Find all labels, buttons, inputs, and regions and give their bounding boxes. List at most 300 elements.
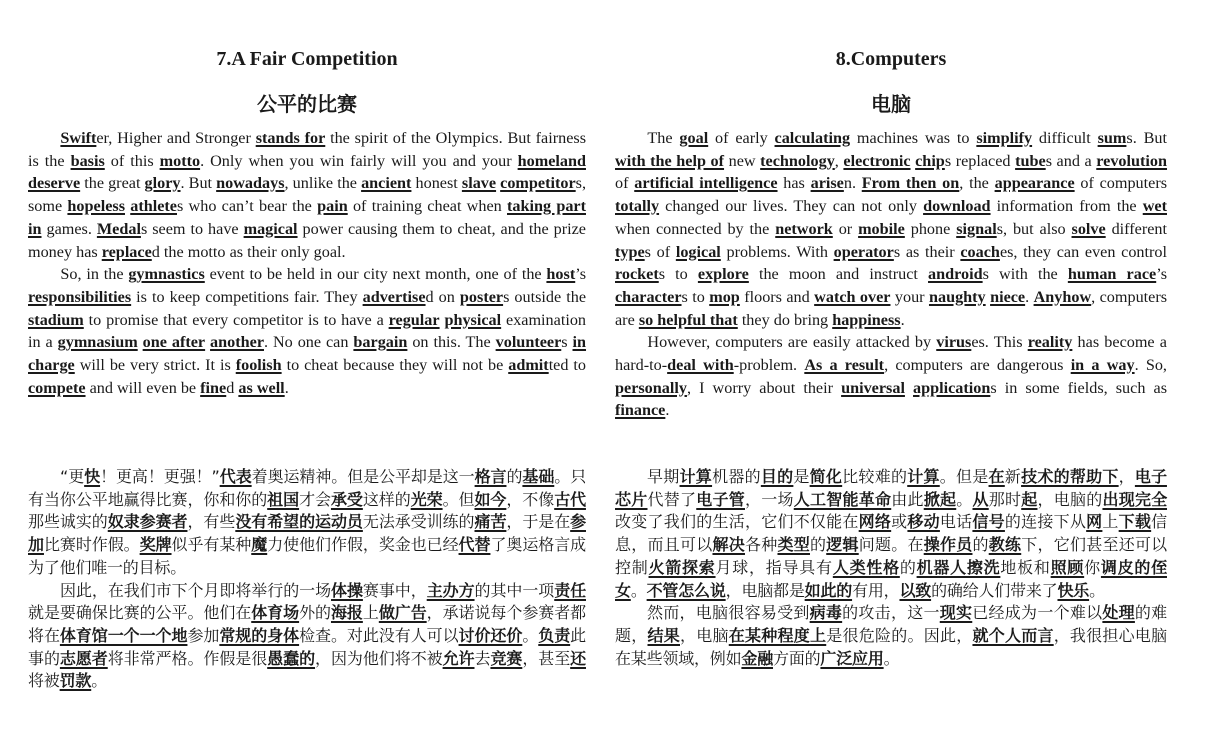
keyword: 机器人擦洗 [916,557,1001,577]
text-run: changed our lives. They can not only [659,197,924,216]
text-run: has [777,174,811,193]
keyword: 志愿者 [59,648,108,668]
text-run: ，承诺说每个参赛者都将在 [28,603,586,645]
text-run: 问题。在 [858,535,924,555]
keyword: poster [459,287,504,306]
keyword: 承受 [330,489,363,509]
keyword: 掀起 [923,489,957,509]
text-run: es, they can even control [999,242,1167,261]
text-run: s to [658,265,698,284]
keyword: ancient [361,174,412,193]
left-english-text [28,127,586,399]
keyword: 信号 [972,512,1005,532]
text-run: s. But [1126,129,1167,147]
keyword: 人工智能革命 [793,489,892,509]
text-run: , the [959,174,995,193]
text-run: 上 [1102,512,1119,532]
english-paragraph [615,331,1167,422]
keyword: volunteer [495,333,562,352]
text-run: 。 [956,489,973,509]
text-run: ，电脑 [680,625,729,645]
text-run: 信息，而且可以 [615,512,1167,555]
text-run: ，一场 [745,489,794,509]
keyword: replace [101,242,152,261]
text-run: . No one can [264,333,354,352]
text-run: examination in a [28,310,587,352]
keyword: signal [956,219,997,238]
text-run: to cheat because they will not be [281,356,509,375]
text-run: is to keep competitions fair. They [131,287,363,306]
keyword: 主办方 [426,580,475,600]
keyword: From then on [861,174,960,193]
text-run: 的攻击，这一 [842,603,940,623]
text-run: ，有些 [187,512,236,532]
keyword: 海报 [330,603,363,623]
text-run: 各种 [744,535,778,555]
keyword: 基础 [522,467,555,486]
text-run: information from the [990,197,1143,216]
keyword: 体操 [331,580,363,600]
text-run: s seem to have [140,219,244,238]
keyword: 责任 [554,580,586,600]
keyword: 体育馆一个一个地 [59,625,188,645]
text-run: 那些诚实的 [28,512,108,532]
text-run: 似乎有某种 [171,535,252,555]
keyword: 病毒 [809,603,843,623]
text-run: of computers [1074,174,1168,193]
text-run: s and a [1045,151,1097,170]
keyword: 讨价还价 [458,625,523,645]
keyword: appearance [994,174,1075,193]
text-run: 然而，电脑很容易受到 [647,603,810,623]
text-run: 或 [891,512,908,532]
keyword: 调皮的侄女 [615,557,1167,600]
text-run: 因此，在我们市下个月即将举行的一场 [60,580,332,600]
keyword: motto [159,151,201,170]
keyword: goal [679,129,709,147]
text-run: . But [180,174,217,193]
keyword: As a result [804,356,885,375]
text-run: n. [843,174,862,193]
keyword: mop [709,287,740,306]
text-run: 月球，指导具有 [715,557,833,577]
english-paragraph [615,127,1167,331]
keyword: foolish [235,356,282,375]
keyword: slave [461,174,497,193]
text-run: s with the [982,265,1068,284]
keyword: 金融 [741,648,774,668]
keyword: one after [142,333,206,352]
keyword: mobile [858,219,905,238]
keyword: technology [760,151,835,170]
text-run: er, Higher and Stronger [96,129,256,147]
right-english-text [615,127,1167,422]
text-run: 的 [899,557,917,577]
keyword: 操作员 [923,535,973,555]
text-run: d [226,378,239,397]
keyword: advertise [362,287,426,306]
keyword: 格言 [474,467,507,486]
text-run: s in some fields, such as [990,378,1167,397]
text-run: 是很危险的。因此， [826,625,973,645]
keyword: pain [317,197,348,216]
text-run: 将非常严格。作假是很 [107,648,268,668]
keyword: physical [444,310,502,329]
text-run: s [561,333,573,352]
text-run: However, computers are easily attacked by [647,333,937,352]
text-run: s, some [28,174,587,216]
keyword: so helpful that [638,310,738,329]
english-paragraph [28,263,586,399]
text-run: will be very strict. It is [74,356,236,375]
text-run: 。但 [442,489,475,509]
keyword: virus [936,333,972,352]
text-run: . [284,378,289,397]
text-run: s of [644,242,676,261]
text-run: 。但是 [939,467,989,486]
keyword: competitor [500,174,576,193]
keyword: operator [833,242,894,261]
text-run: of [615,174,635,193]
keyword: 代表 [219,467,252,486]
text-run: your [890,287,929,306]
text-run: 的确给人们带来了 [931,580,1058,600]
text-run: or [832,219,859,238]
text-run: games. [41,219,97,238]
text-run: 参加 [187,625,220,645]
text-run: es. This [971,333,1028,352]
text-run: to promise that every competitor is to have a [83,310,389,329]
text-run: 你 [1084,557,1101,577]
keyword: 照顾 [1050,557,1085,577]
text-run: The [647,129,680,147]
chinese-paragraph [28,466,586,580]
keyword: 技术的帮助下 [1021,467,1119,486]
keyword: network [775,219,833,238]
keyword: 奖牌 [139,535,172,555]
text-run: the great [80,174,145,193]
text-run: d the motto as their only goal. [151,242,346,261]
text-run: on this. The [407,333,496,352]
keyword: regular [388,310,440,329]
text-run: 。 [883,648,900,668]
chinese-paragraph [615,466,1167,602]
keyword: bargain [353,333,408,352]
keyword: artificial intelligence [634,174,778,193]
text-run: power causing them to cheat, and the prize money has [28,219,586,261]
text-run: 的 [506,467,523,486]
text-run: the spirit of the Olympics. But fairness is the [28,129,586,170]
keyword: happiness [832,310,901,329]
keyword: chip [915,151,945,170]
text-run: ，甚至 [522,648,571,668]
text-run: of early [708,129,775,147]
text-run: s replaced [944,151,1016,170]
text-run: new [724,151,761,170]
keyword: type [615,242,645,261]
keyword: another [210,333,264,352]
keyword: 没有希望的运动员 [235,512,363,532]
text-run: 着奥运精神。但是公平却是这一 [251,467,475,486]
text-run: ，不像 [506,489,555,509]
text-run: s, but also [996,219,1072,238]
keyword: as well [238,378,285,397]
text-run: ，因为他们将不被 [315,648,443,668]
keyword: sum [1097,129,1127,147]
text-run: has become a hard-to- [615,333,1167,375]
keyword: 从 [972,489,989,509]
text-run: 无法承受训练的 [362,512,475,532]
text-run: 。 [91,671,108,691]
keyword: character [615,287,682,306]
keyword: naughty [928,287,986,306]
keyword: 移动 [907,512,940,532]
right-title-en: 8.Computers [835,48,947,70]
keyword: application [913,378,991,397]
text-run: 。 [630,580,647,600]
keyword: taking part in [28,197,586,238]
text-run: 改变了我们的生活，它们不仅能在 [615,512,859,532]
text-run: 外的 [299,603,331,623]
text-run: 已经成为一个难以 [972,603,1103,623]
keyword: 参加 [28,512,586,555]
keyword: responsibilities [28,287,132,306]
keyword: Anyhow [1033,287,1092,306]
text-run: difficult [1032,129,1098,147]
text-run: 力使他们作假，奖金也已经 [267,535,459,555]
text-run: event to be held in our city next month, one of the [204,265,547,284]
keyword: gymnasium [57,333,138,352]
english-paragraph [28,127,586,263]
text-run: ， [1118,467,1135,486]
text-run: ！更高！更强！” [100,467,220,486]
keyword: 代替 [458,535,491,555]
keyword: simplify [976,129,1033,147]
keyword: 允许 [442,648,475,668]
text-run: 比较难的 [842,467,908,486]
keyword: 网络 [858,512,892,532]
keyword: human race [1067,265,1157,284]
keyword: totally [615,197,660,216]
text-run: ，我很担心电脑在某些领域，例如 [615,625,1167,668]
text-run: 比赛时作假。 [43,535,140,555]
text-run: , I worry about their [686,378,842,397]
text-run: 方面的 [773,648,821,668]
keyword: android [928,265,983,284]
text-run: ，电脑的 [1037,489,1103,509]
keyword: 目的 [760,467,794,486]
keyword: 还 [570,648,586,668]
keyword: Medal [96,219,141,238]
text-run: floors and [739,287,815,306]
keyword: 火箭探索 [648,557,716,577]
text-run: 将被 [28,671,60,691]
keyword: wet [1142,197,1167,216]
keyword: in charge [28,333,587,375]
text-run: ，电脑都是 [725,580,805,600]
text-run: ’s [1156,265,1167,284]
text-run: 的其中一项 [474,580,555,600]
keyword: 做广告 [378,603,427,623]
keyword: 下载 [1118,512,1152,532]
right-chinese-text [615,466,1167,670]
keyword: 以致 [899,580,932,600]
keyword: gymnastics [128,265,205,284]
keyword: compete [28,378,86,397]
keyword: finance [615,401,666,420]
keyword: 人类性格 [832,557,900,577]
keyword: 现实 [939,603,973,623]
text-run: they do bring [737,310,833,329]
text-run: “更 [60,467,85,486]
keyword: 痛苦 [474,512,507,532]
keyword: 出现完全 [1102,489,1168,509]
keyword: 快 [84,467,101,486]
keyword: 如此的 [804,580,853,600]
keyword: stands for [255,129,326,147]
keyword: coach [960,242,1000,261]
left-chinese-text [28,466,586,693]
text-run: . So, [1134,356,1167,375]
text-run: when connected by the [615,219,776,238]
keyword: watch over [814,287,891,306]
text-run: 的 [809,535,827,555]
chinese-paragraph [615,602,1167,670]
text-run: s as their [893,242,961,261]
text-run: 去 [474,648,491,668]
text-run: different [1105,219,1168,238]
keyword: admit [508,356,549,375]
keyword: revolution [1096,151,1168,170]
text-run: 地板和 [1000,557,1051,577]
text-run: and will even be [85,378,201,397]
text-run: 了奥运格言成为了他们唯一的目标。 [28,535,586,577]
text-run: machines was to [850,129,977,147]
text-run: 那时 [988,489,1022,509]
keyword: 网 [1086,512,1103,532]
text-run: phone [904,219,957,238]
keyword: 在 [988,467,1005,486]
keyword: 光荣 [410,489,443,509]
keyword: 魔 [251,535,268,555]
text-run: of this [104,151,160,170]
keyword: 逻辑 [826,535,859,555]
text-run [905,379,913,397]
text-run: 有用， [852,580,900,600]
keyword: nowadays [216,174,285,193]
keyword: niece [990,287,1026,306]
keyword: magical [243,219,298,238]
text-run: 此事的 [28,625,586,668]
keyword: explore [697,265,749,284]
text-run: 。 [522,625,539,645]
keyword: host [546,265,576,284]
text-run: . [665,401,670,420]
keyword: logical [675,242,721,261]
text-run: honest [411,174,462,193]
keyword: Swift [60,129,97,147]
text-run: problems. With [720,242,834,261]
keyword: rocket [615,265,659,284]
text-run: 代替了 [647,489,697,509]
keyword: 体育场 [251,603,300,623]
text-run: 才会 [299,489,331,509]
right-title-zh: 电脑 [871,92,911,116]
keyword: 就个人而言 [972,625,1054,645]
text-run: s to [681,287,710,306]
text-run: ted to [548,356,587,375]
keyword: stadium [28,310,84,329]
text-run: ’s [575,265,587,284]
keyword: fine [200,378,227,397]
keyword: 不管怎么说 [646,580,726,600]
text-run: . Only when you win fairly will you and your [200,151,518,170]
keyword: 负责 [538,625,571,645]
keyword: 奴隶参赛者 [107,512,188,532]
keyword: 竞赛 [490,648,523,668]
keyword: 结果 [647,625,680,645]
keyword: in a way [1070,356,1135,375]
keyword: 计算 [679,467,713,486]
text-run: the moon and instruct [748,265,929,284]
keyword: 古代 [554,489,586,509]
keyword: glory [144,174,181,193]
keyword: 教练 [988,535,1022,555]
text-run: 。 [1089,580,1105,600]
keyword: 在某种程度上 [728,625,827,645]
keyword: 电子管 [696,489,745,509]
text-run: 就是要确保比赛的公平。他们在 [28,603,252,623]
keyword: homeland [517,151,586,170]
text-run: 这样的 [362,489,411,509]
text-run: So, in the [60,265,129,284]
text-run: 检查。对此没有人可以 [299,625,459,645]
text-run: , computers are dangerous [884,356,1071,375]
text-run: 的 [972,535,989,555]
keyword: 计算 [907,467,940,486]
text-run: d on [425,287,460,306]
text-run: 。只有当你公平地赢得比赛，你和你的 [28,467,586,509]
keyword: solve [1071,219,1106,238]
keyword: deserve [28,174,81,193]
keyword: deal with [667,356,734,375]
text-run: 的连接下从 [1004,512,1087,532]
keyword: 快乐 [1057,580,1090,600]
text-run: , computers are [615,287,1168,329]
text-run: . [900,310,905,329]
keyword: calculating [774,129,851,147]
keyword: athlete [130,197,177,216]
keyword: personally [615,378,687,397]
text-run: . [1025,287,1034,306]
text-run: 是 [793,467,810,486]
keyword: 处理 [1102,603,1135,623]
text-run: -problem. [733,356,805,375]
text-run: 电话 [939,512,973,532]
text-run: 由此 [891,489,924,509]
keyword: 常规的身体 [219,625,300,645]
text-run: 赛事中， [362,580,427,600]
keyword: basis [70,151,105,170]
keyword: download [923,197,991,216]
keyword: 类型 [777,535,810,555]
text-run: 上 [362,603,379,623]
left-title-en: 7.A Fair Competition [216,48,398,70]
text-run: 下，它们甚至还可以控制 [615,535,1167,577]
text-run: ，于是在 [506,512,571,532]
left-title-zh: 公平的比赛 [257,92,357,116]
keyword: hopeless [67,197,125,216]
